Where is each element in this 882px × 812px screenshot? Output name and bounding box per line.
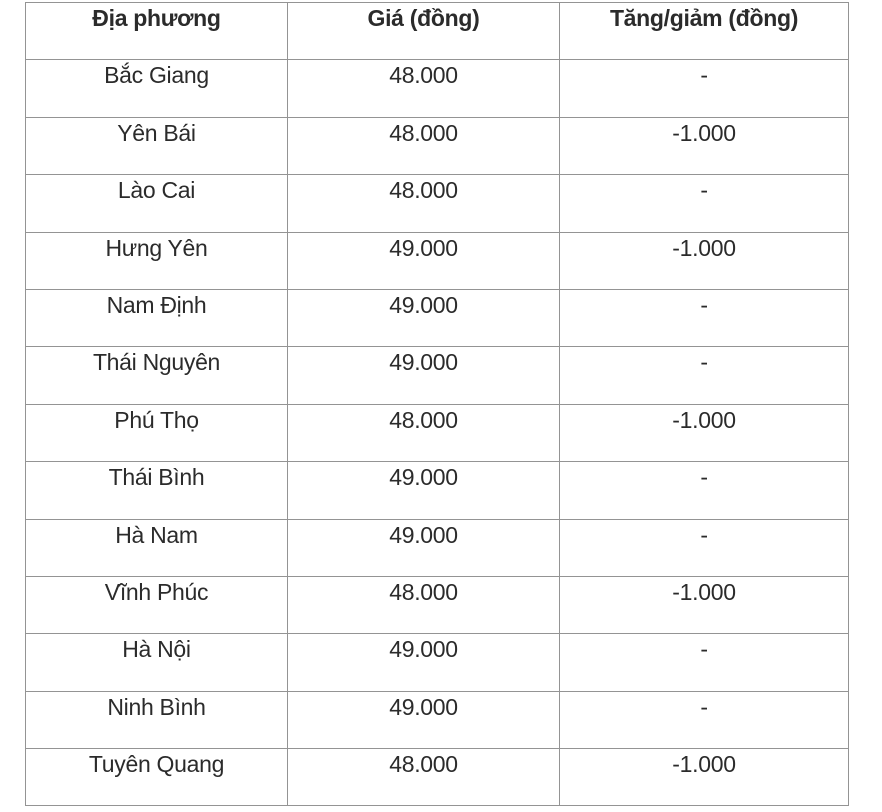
cell-change: -1.000 [560, 404, 849, 461]
table-row [26, 347, 849, 404]
price-table [25, 2, 849, 806]
cell-price: 48.000 [288, 175, 560, 232]
table-row [26, 404, 849, 461]
cell-locality: Hưng Yên [26, 232, 288, 289]
cell-price: 49.000 [288, 232, 560, 289]
cell-price: 48.000 [288, 404, 560, 461]
table-row [26, 117, 849, 174]
cell-locality: Yên Bái [26, 117, 288, 174]
cell-locality: Ninh Bình [26, 691, 288, 748]
cell-locality: Thái Bình [26, 462, 288, 519]
cell-price: 49.000 [288, 289, 560, 346]
cell-change: - [560, 347, 849, 404]
cell-locality: Bắc Giang [26, 60, 288, 117]
cell-change: - [560, 519, 849, 576]
table-row [26, 519, 849, 576]
table-row [26, 232, 849, 289]
cell-price: 48.000 [288, 576, 560, 633]
cell-price: 49.000 [288, 519, 560, 576]
table-row [26, 289, 849, 346]
cell-locality: Lào Cai [26, 175, 288, 232]
cell-price: 48.000 [288, 749, 560, 806]
cell-change: - [560, 462, 849, 519]
cell-locality: Thái Nguyên [26, 347, 288, 404]
cell-price: 48.000 [288, 117, 560, 174]
cell-change: -1.000 [560, 232, 849, 289]
cell-change: -1.000 [560, 749, 849, 806]
table-row [26, 462, 849, 519]
cell-price: 49.000 [288, 634, 560, 691]
column-header-price: Giá (đồng) [288, 3, 560, 60]
cell-change: - [560, 175, 849, 232]
cell-change: -1.000 [560, 576, 849, 633]
table-row [26, 691, 849, 748]
cell-locality: Hà Nam [26, 519, 288, 576]
cell-change: - [560, 634, 849, 691]
table-row [26, 60, 849, 117]
cell-locality: Nam Định [26, 289, 288, 346]
table-row [26, 576, 849, 633]
cell-change: - [560, 60, 849, 117]
cell-change: - [560, 691, 849, 748]
cell-locality: Phú Thọ [26, 404, 288, 461]
cell-price: 49.000 [288, 691, 560, 748]
cell-price: 49.000 [288, 347, 560, 404]
cell-locality: Vĩnh Phúc [26, 576, 288, 633]
cell-locality: Hà Nội [26, 634, 288, 691]
cell-price: 48.000 [288, 60, 560, 117]
cell-change: - [560, 289, 849, 346]
column-header-change: Tăng/giảm (đồng) [560, 3, 849, 60]
table-body [26, 60, 849, 806]
table-row [26, 634, 849, 691]
cell-price: 49.000 [288, 462, 560, 519]
table-row [26, 175, 849, 232]
cell-change: -1.000 [560, 117, 849, 174]
column-header-locality: Địa phương [26, 3, 288, 60]
cell-locality: Tuyên Quang [26, 749, 288, 806]
header-row [26, 3, 849, 60]
table-header [26, 3, 849, 60]
table-row [26, 749, 849, 806]
